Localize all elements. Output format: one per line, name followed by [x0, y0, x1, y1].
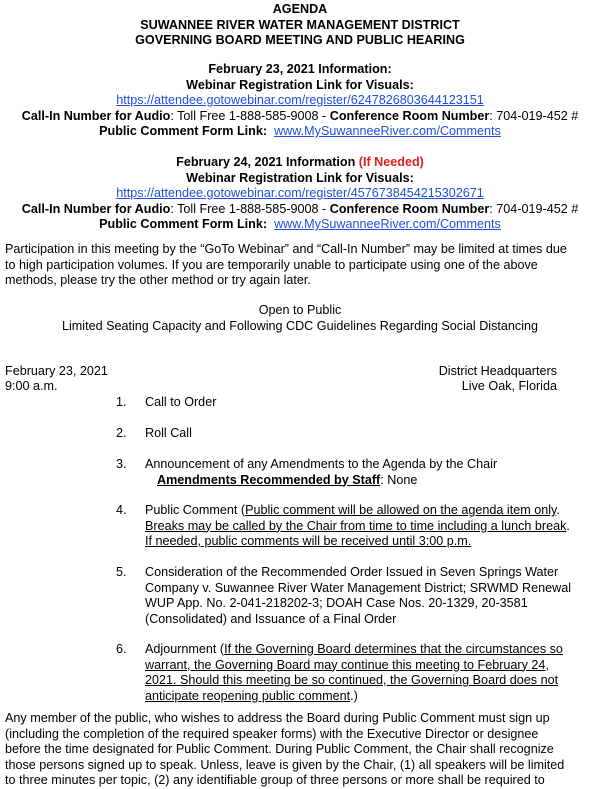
meeting-location: District Headquarters — [438, 364, 557, 378]
header-district: SUWANNEE RIVER WATER MANAGEMENT DISTRICT — [140, 17, 460, 32]
form-line: Public Comment Form Link: www.MySuwanneeRiver.com/Comments — [99, 217, 501, 231]
webinar-link[interactable]: https://attendee.gotowebinar.com/register/4576738454215302671 — [116, 186, 484, 200]
webinar-label: Webinar Registration Link for Visuals: — [186, 77, 414, 92]
session-title: February 24, 2021 Information (If Needed) — [176, 155, 424, 169]
meeting-city: Live Oak, Florida — [461, 379, 557, 393]
call-in-line: Call-In Number for Audio: Toll Free 1-888-585-9008 - Conference Room Number: 704-019-452 # — [21, 108, 579, 123]
header-title: AGENDA — [272, 2, 328, 16]
agenda-header — [0, 2, 600, 49]
form-line: Public Comment Form Link: www.MySuwanneeRiver.com/Comments — [99, 124, 501, 138]
webinar-link[interactable]: https://attendee.gotowebinar.com/register/6247826803644123151 — [116, 93, 484, 107]
call-in-line: Call-In Number for Audio: Toll Free 1-888-585-9008 - Conference Room Number: 704-019-452 # — [21, 201, 579, 216]
public-comment-rules: Any member of the public, who wishes to address the Board during Public Comment must sign up (including the completion of the required speaker forms) with the Executive Director or designee before the time designated for Public Comment. During Public Comment, the Chair shall recognize those persons signed up to speak. Unless, leave is given by the Chair, (1) all speakers will be limited to three minutes per topic, (2) any identifiable group of three persons or more shall be required to — [5, 711, 565, 787]
open-to-public: Open to Public Limited Seating Capacity and Following CDC Guidelines Regarding Social Distancing — [61, 303, 538, 333]
meeting-date-row — [5, 364, 557, 380]
session-feb24 — [0, 155, 600, 233]
comment-form-link[interactable]: www.MySuwanneeRiver.com/Comments — [274, 124, 501, 138]
if-needed-note: (If Needed) — [358, 155, 424, 169]
session-title: February 23, 2021 Information: — [208, 62, 392, 76]
comment-form-link[interactable]: www.MySuwanneeRiver.com/Comments — [274, 217, 501, 231]
meeting-date: February 23, 2021 — [5, 364, 108, 378]
meeting-time-row — [5, 379, 557, 395]
header-meeting: GOVERNING BOARD MEETING AND PUBLIC HEARING — [135, 33, 465, 47]
meeting-time: 9:00 a.m. — [5, 379, 58, 393]
participation-notice: Participation in this meeting by the “GoTo Webinar” and “Call-In Number” may be limited at times due to high participation volumes. If you are temporarily unable to participate using one of the above methods, please try the other method or try again later. — [5, 242, 567, 287]
session-feb23 — [0, 62, 600, 140]
agenda-page: AGENDA SUWANNEE RIVER WATER MANAGEMENT DISTRICT GOVERNING BOARD MEETING AND PUBLIC HEARING February 23, 2021 Information: Webinar Registration Link for Visuals: https://attendee.gotowebinar.com/register/6247826803644123151 Call-In Number for Audio: Toll Free 1-888-585-9008 - Conference Room Number: 704-019-452 # Public Comment Form Link: www.MySuwanneeRiver.com/Comments February 24, 2021 Information (If Needed) Webinar Registration Link for Visuals: https://attendee.gotowebinar.com/register/4576738454215302671 Call-In Number for Audio: Toll Free 1-888-585-9008 - Conference Room Number: 704-019-452 # Public Comment Form Link: www.MySuwanneeRiver.com/Comments Participation in this meeting by the “GoTo Webinar” and “Call-In Number” may be limited at times due to high participation volumes. If you are temporarily unable to participate using one of the above methods, please try the other method or try again later. Open to Public Limited Seating Capacity and Following CDC Guidelines Regarding Social Distancing February 23, 2021 District Headquarters 9:00 a.m. Live Oak, Florida 1. Call to Order 2. Roll Call 3. Announcement of any Amendments to the Agenda by the Chair Amendments Recommended by Staff: None 4. Public Comment (Public comment will be allowed on the agenda item only. Breaks may be called by the Chair from time to time including a lunch break. If needed, public comments will be received until 3:00 p.m. 5. Consideration of the Recommended Order Issued in Seven Springs Water Company v. Suwannee River Water Management District; SRWMD Renewal WUP App. No. 2-041-218202-3; DOAH Case Nos. 20-1329, 20-3581 (Consolidated) and Issuance of a Final Order 6. Adjournment (If the Governing Board determines that the circumstances so warrant, the Governing Board may continue this meeting to February 24, 2021. Should this meeting be so continued, the Governing Board does not anticipate reopening public comment.) Any member of the public, who wishes to address the Board during Public Comment must sign up (including the completion of the required speaker forms) with the Executive Director or designee before the time designated for Public Comment. During Public Comment, the Chair shall recognize those persons signed up to speak. Unless, leave is given by the Chair, (1) all speakers will be limited to three minutes per topic, (2) any identifiable group of three persons or more shall be required to — [0, 0, 600, 789]
staff-amendments: Amendments Recommended by Staff — [157, 472, 381, 487]
webinar-label: Webinar Registration Link for Visuals: — [186, 170, 414, 185]
